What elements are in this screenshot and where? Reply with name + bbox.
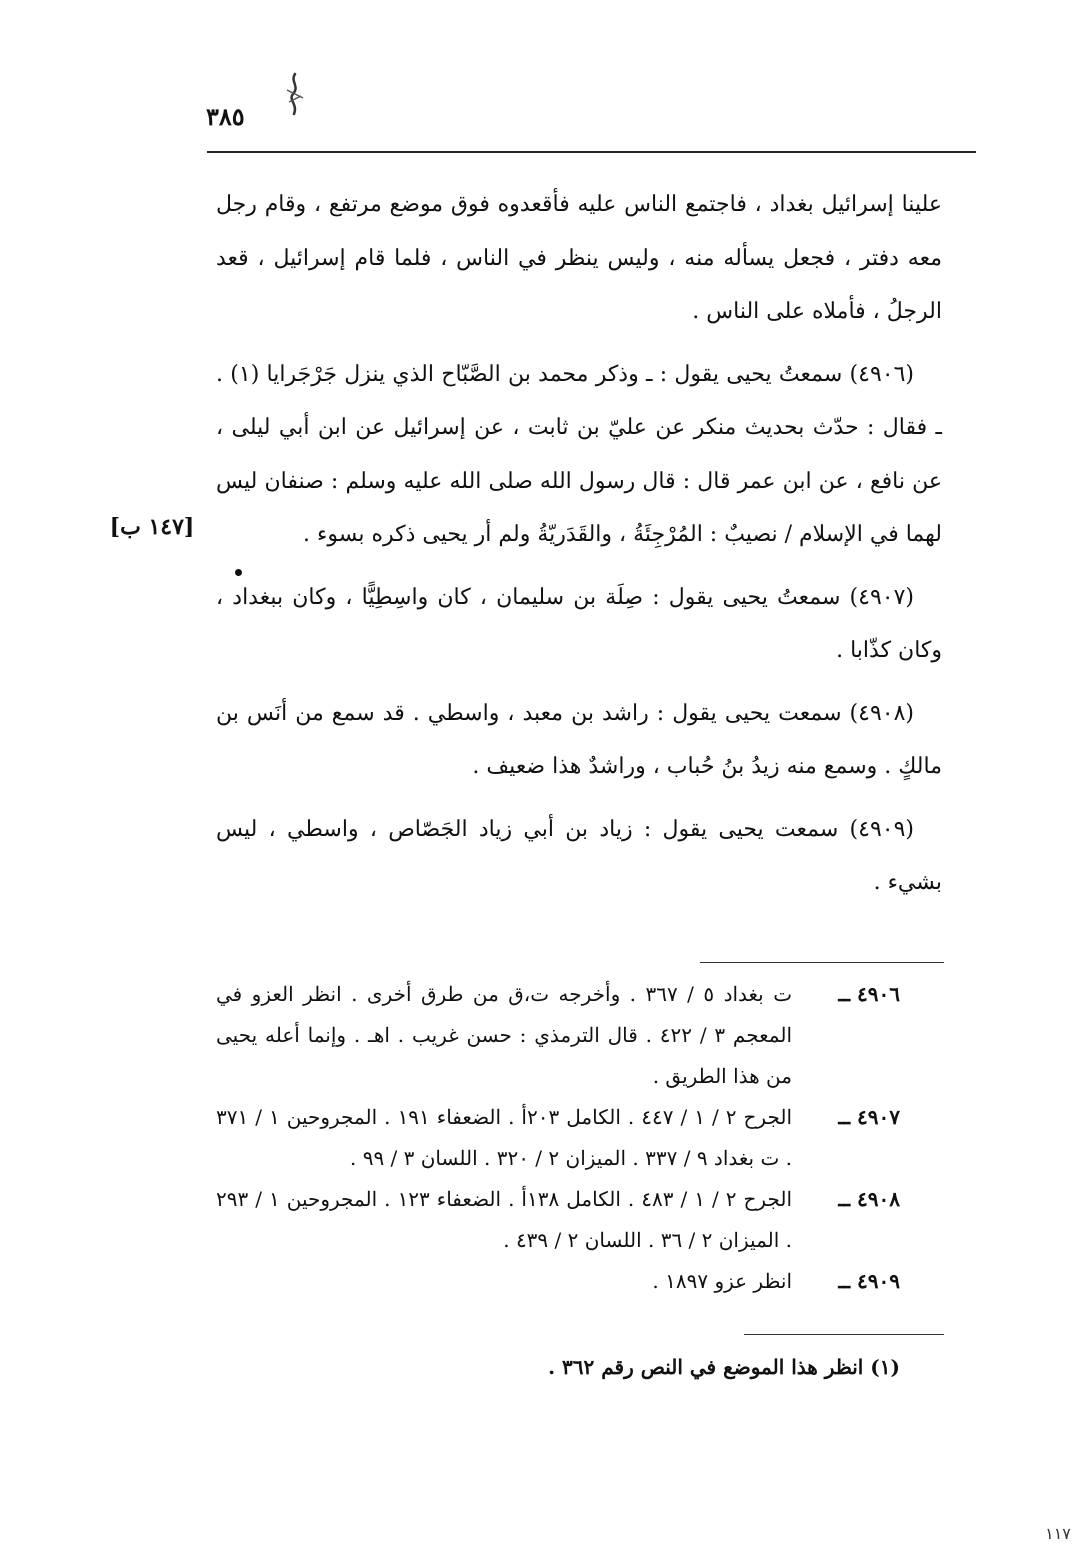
notes-section [216,974,900,1302]
manuscript-folio-reference: [١٤٧ ب] [109,514,195,540]
note-number: ٤٩٠٨ ــ [838,1187,900,1211]
note-4908 [216,1179,900,1261]
corner-mark: ١١٧ [1045,1524,1071,1543]
note-text: الجرح ٢ / ١ / ٤٤٧ . الكامل ٢٠٣أ . الضعفاء ١٩١ . المجروحين ١ / ٣٧١ . ت بغداد ٩ / ٣٣٧ . الميزان ٢ / ٣٢٠ . اللسان ٣ / ٩٩ . [216,1105,793,1170]
note-number: ٤٩٠٦ ــ [838,982,900,1006]
main-text [216,178,942,910]
header-rule [207,151,976,153]
note-text: ت بغداد ٥ / ٣٦٧ . وأخرجه ت،ق من طرق أخرى . انظر العزو في المعجم ٣ / ٤٢٢ . قال الترمذي : حسن غريب . اهـ . وإنما أعله يحيى من هذا الطريق . [216,982,793,1088]
paragraph-continuation: علينا إسرائيل بغداد ، فاجتمع الناس عليه فأقعدوه فوق موضع مرتفع ، وقام رجل معه دفتر ، فجعل يسأله منه ، وليس ينظر في الناس ، فلما قام إسرائيل ، قعد الرجلُ ، فأملاه على الناس . [216,192,942,324]
footnote-divider [744,1334,944,1335]
margin-dot [235,569,242,576]
note-text: الجرح ٢ / ١ / ٤٨٣ . الكامل ١٣٨أ . الضعفاء ١٢٣ . المجروحين ١ / ٢٩٣ . الميزان ٢ / ٣٦ . اللسان ٢ / ٤٣٩ . [216,1187,793,1252]
note-4909 [216,1261,900,1302]
note-number: ٤٩٠٩ ــ [838,1269,900,1293]
footnote: (١) انظر هذا الموضع في النص رقم ٣٦٢ . [548,1355,900,1379]
note-4907 [216,1097,900,1179]
entry-4909: (٤٩٠٩) سمعت يحيى يقول : زياد بن أبي زياد الجَصّاص ، واسطي ، ليس بشيء . [216,816,942,895]
note-number: ٤٩٠٧ ــ [838,1105,900,1129]
entry-4906: (٤٩٠٦) سمعتُ يحيى يقول : ـ وذكر محمد بن الصَّبّاح الذي ينزل جَرْجَرايا (١) . ـ فقال : حدّث بحديث منكر عن عليّ بن ثابت ، عن إسرائيل عن ابن أبي ليلى ، عن نافع ، عن ابن عمر قال : قال رسول الله صلى الله عليه وسلم : صنفان ليس لهما في الإسلام / نصيبٌ : المُرْجِئَةُ ، والقَدَريّةُ ولم أر يحيى ذكره بسوء . [216,361,942,547]
entry-4908: (٤٩٠٨) سمعت يحيى يقول : راشد بن معبد ، واسطي . قد سمع من أنَس بن مالكٍ . وسمع منه زيدُ بنُ حُباب ، وراشدٌ هذا ضعيف . [216,700,942,779]
note-text: انظر عزو ١٨٩٧ . [652,1269,792,1293]
note-4906 [216,974,900,1097]
page-number: ٣٨٥ [206,102,245,131]
entry-4907: (٤٩٠٧) سمعتُ يحيى يقول : صِلَة بن سليمان ، كان واسِطِيًّا ، وكان ببغداد ، وكان كذّابا . [216,584,942,663]
notes-divider [700,962,944,963]
